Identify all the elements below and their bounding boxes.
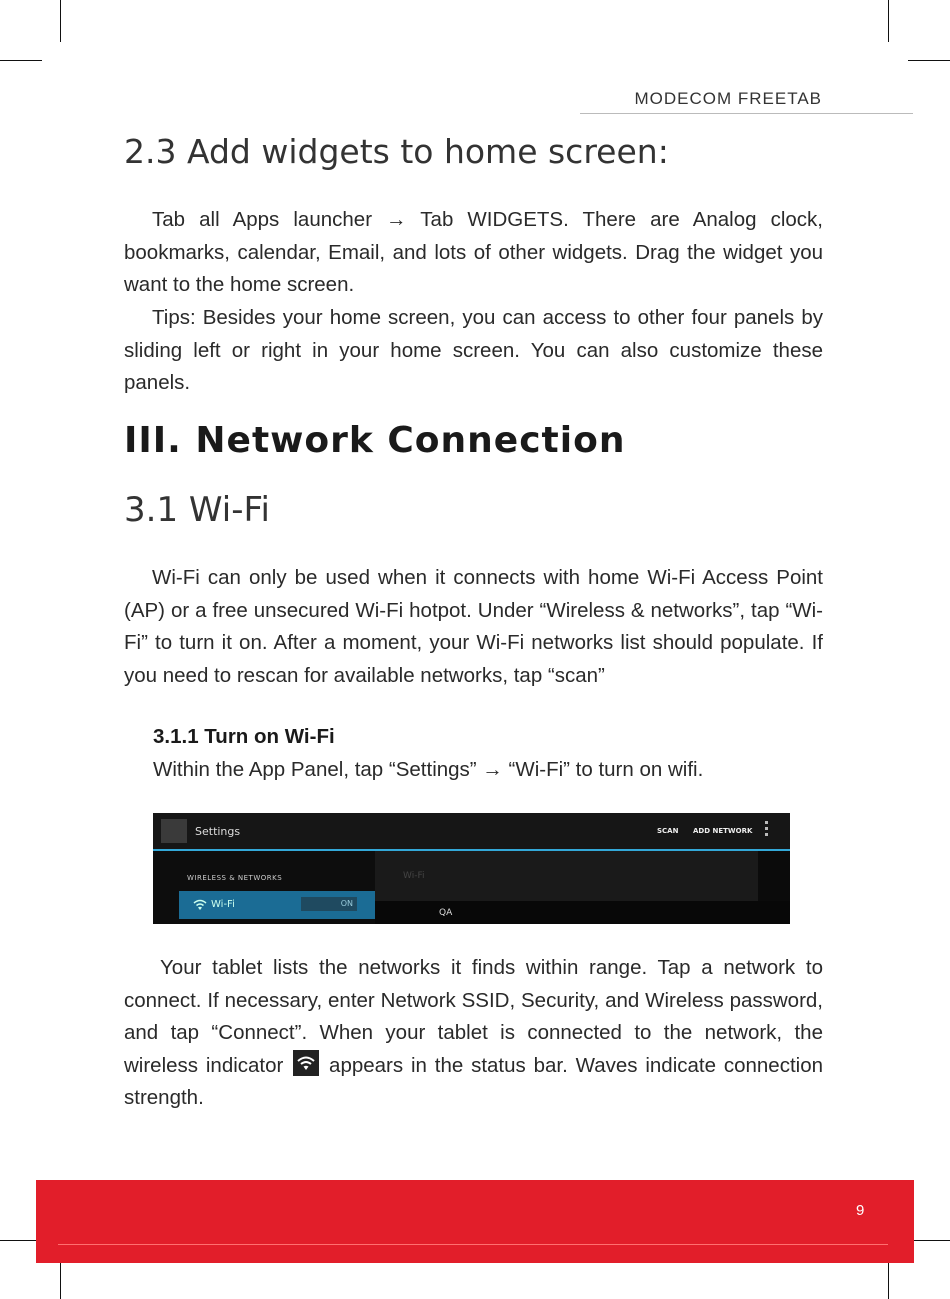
- paragraph-widgets-text: Tab all Apps launcher → Tab WIDGETS. There are Analog clock, bookmarks, calendar, Email, and lots of other widgets. Drag the widget you want to the home screen.: [124, 208, 823, 297]
- screenshot-wifi-toggle: [301, 897, 357, 911]
- paragraph-tips-text: Tips: Besides your home screen, you can access to other four panels by sliding left or right in your home screen. You can also customize these panels.: [124, 306, 823, 395]
- header-rule: [580, 113, 913, 114]
- paragraph-network-list-text-b: appears in the status bar. Waves indicate connection strength.: [124, 1053, 823, 1110]
- crop-mark-bottom-left-v: [60, 1257, 61, 1299]
- page-number: 9: [856, 1202, 865, 1219]
- running-header: MODECOM FREETAB: [634, 89, 822, 108]
- overflow-menu-icon: [765, 821, 769, 841]
- section-heading-3-1: 3.1 Wi-Fi: [124, 490, 270, 530]
- footer-inner-line: [58, 1200, 888, 1245]
- screenshot-title: Settings: [195, 825, 241, 838]
- screenshot-panel-heading: Wi-Fi: [403, 871, 425, 881]
- wifi-icon: [193, 899, 207, 911]
- crop-mark-bottom-right-v: [888, 1257, 889, 1299]
- screenshot-category: WIRELESS & NETWORKS: [187, 874, 283, 882]
- screenshot-wifi-label: Wi-Fi: [211, 899, 235, 910]
- paragraph-wifi-intro: [124, 562, 823, 692]
- wireless-indicator-icon: [293, 1050, 319, 1076]
- paragraph-network-list-text-a: Your tablet lists the networks it finds within range. Tap a network to connect. If necessary, enter Network SSID, Security, and Wireless password, and tap “Connect”. When your tablet is connected to the network, the wireless indicator: [124, 956, 823, 1077]
- crop-mark-top-right-h: [908, 60, 950, 61]
- paragraph-network-list: [124, 952, 823, 1115]
- screenshot-network-row: [375, 901, 790, 924]
- paragraph-wifi-intro-text: Wi-Fi can only be used when it connects with home Wi-Fi Access Point (AP) or a free unsecured Wi-Fi hotpot. Under “Wireless & networks”, tap “Wi-Fi” to turn it on. After a moment, your Wi-Fi networks list should populate. If you need to rescan for available networks, tap “scan”: [124, 566, 823, 687]
- screenshot-add-network-button: ADD NETWORK: [693, 827, 753, 835]
- instruction-turn-on-wifi: Within the App Panel, tap “Settings” → “Wi-Fi” to turn on wifi.: [153, 758, 704, 781]
- crop-mark-top-right-v: [888, 0, 889, 42]
- section-heading-2-3: 2.3 Add widgets to home screen:: [124, 132, 669, 171]
- screenshot-toggle-state: ON: [340, 899, 353, 908]
- chapter-heading: III. Network Connection: [124, 420, 626, 461]
- paragraph-widgets: [124, 204, 823, 302]
- settings-screenshot: [153, 813, 790, 924]
- crop-mark-top-left-h: [0, 60, 42, 61]
- subsection-heading-3-1-1: 3.1.1 Turn on Wi-Fi: [153, 725, 335, 748]
- paragraph-tips: [124, 302, 823, 400]
- crop-mark-top-left-v: [60, 0, 61, 42]
- settings-icon: [161, 819, 187, 843]
- screenshot-network-name: QA: [439, 908, 453, 918]
- crop-mark-bottom-right-h: [908, 1240, 950, 1241]
- screenshot-scan-button: SCAN: [657, 827, 679, 835]
